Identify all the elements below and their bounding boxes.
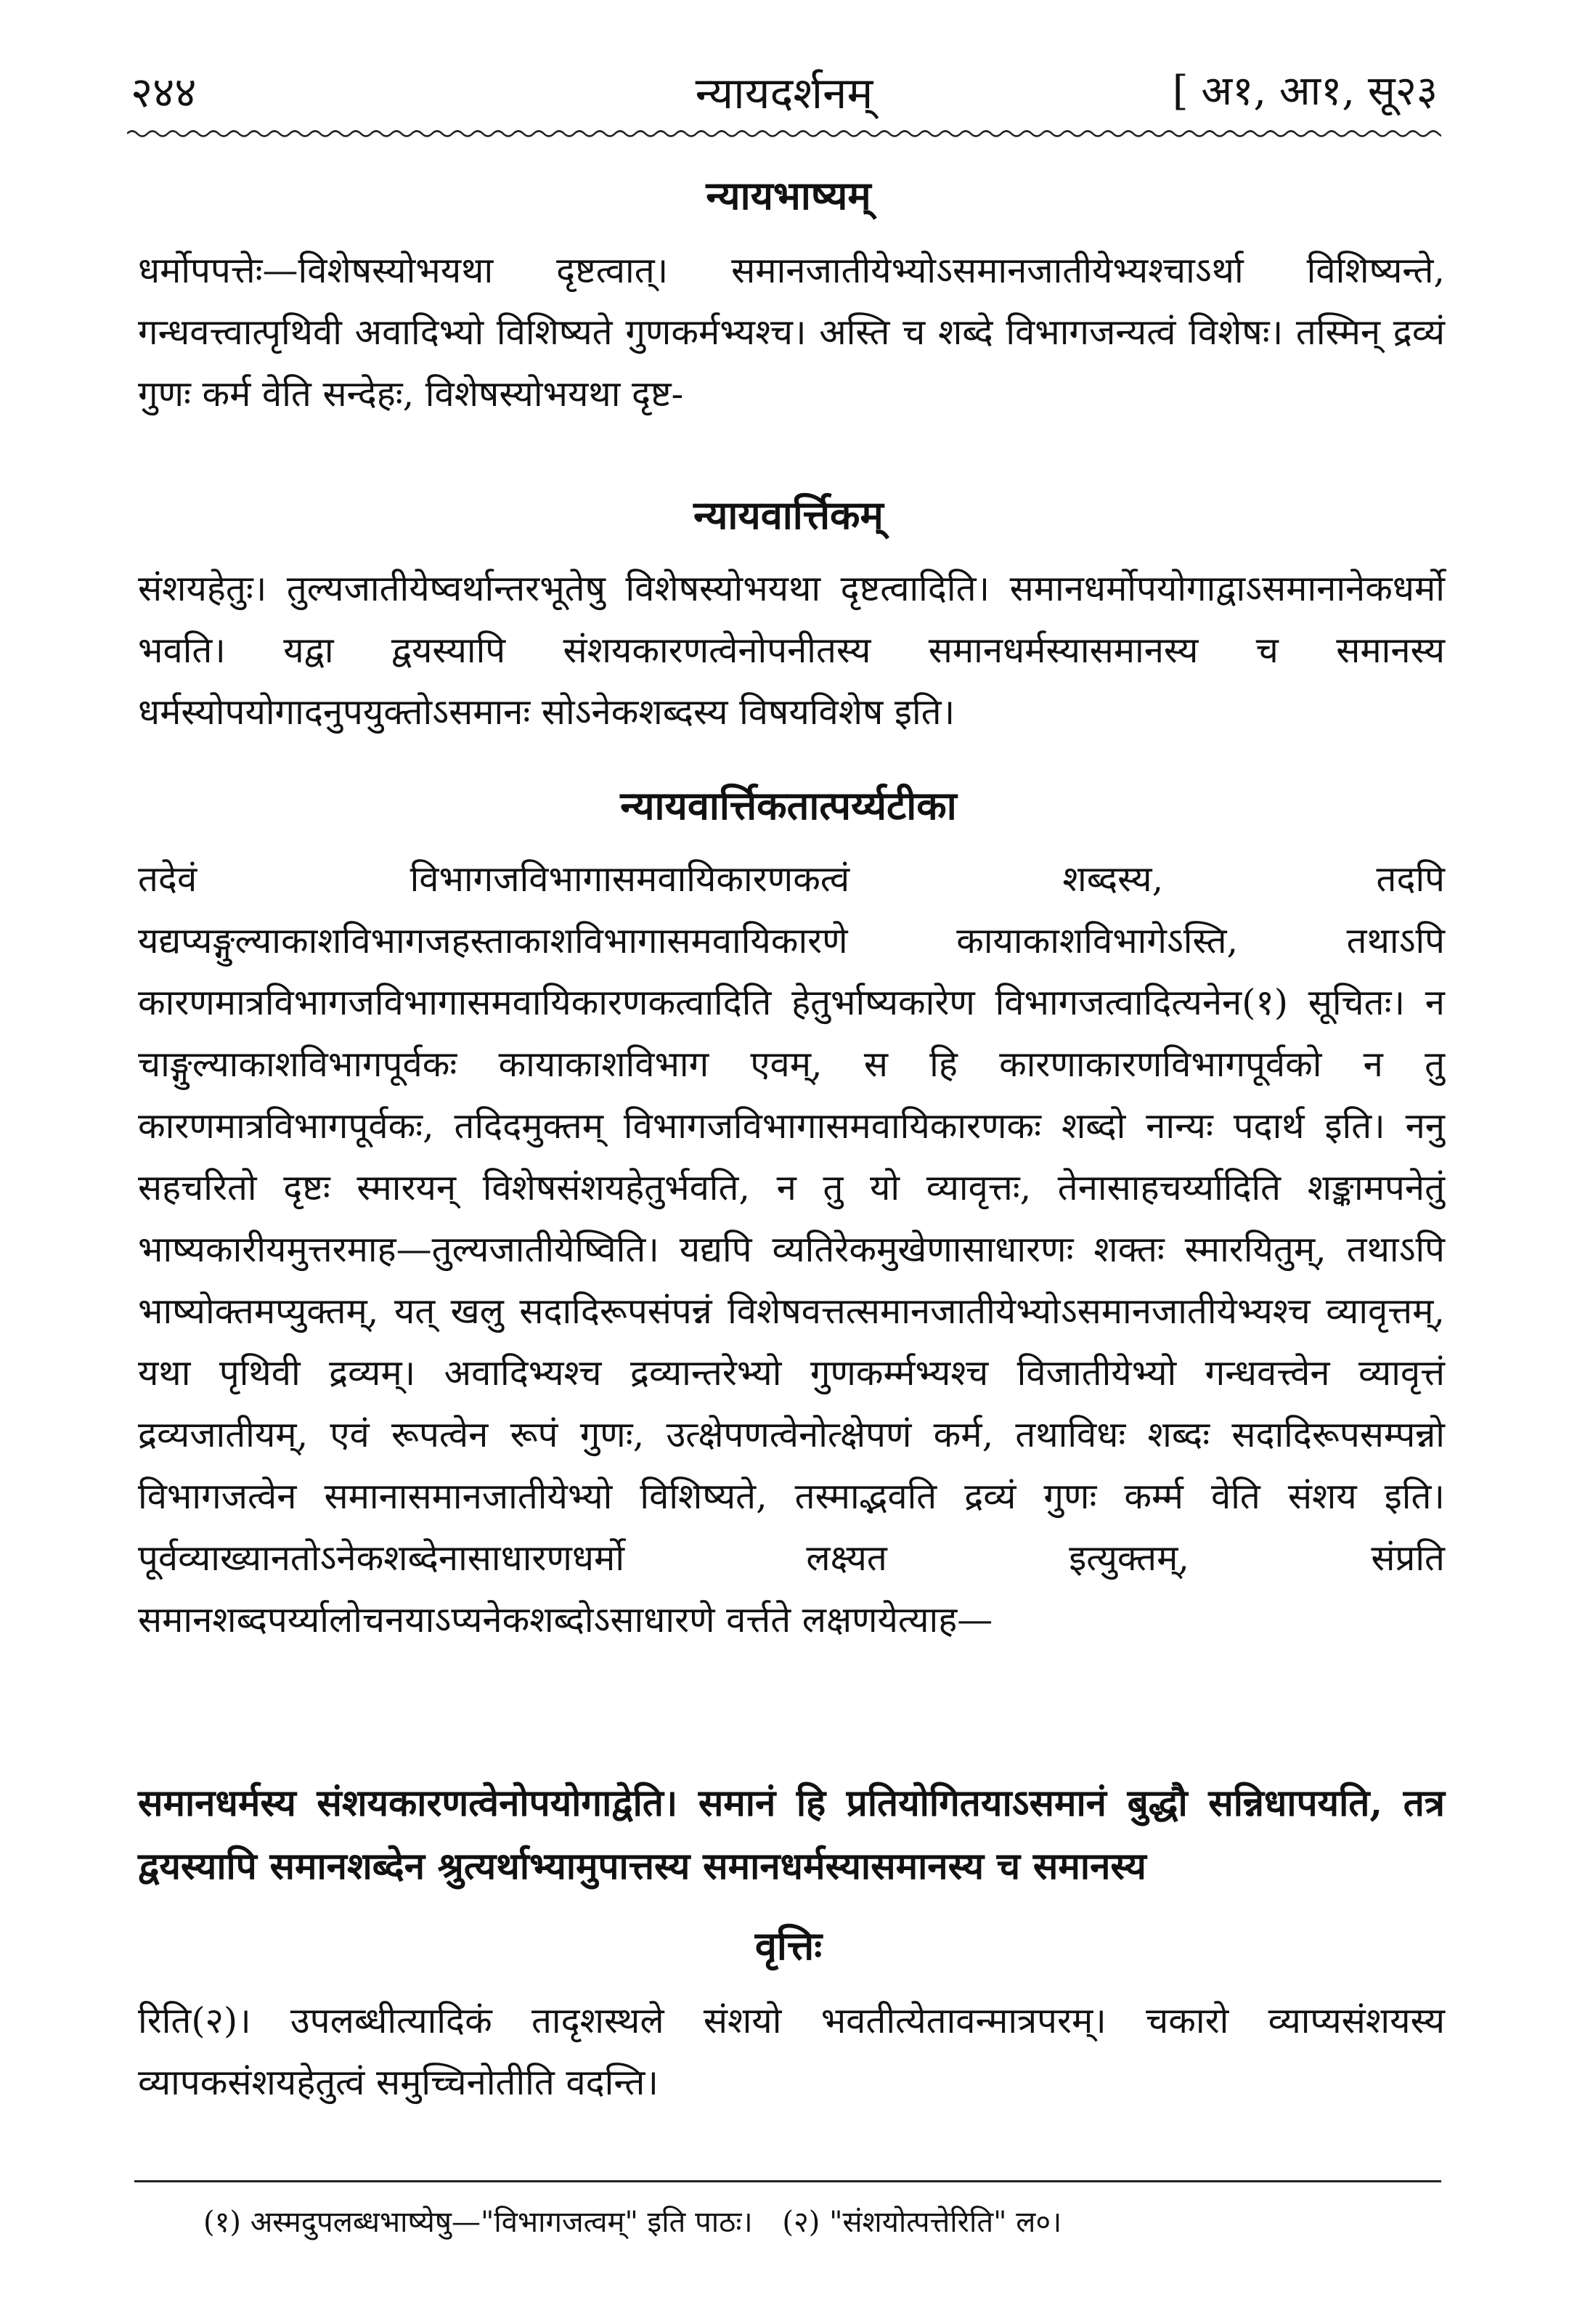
heading-nyaya-varttika: न्यायवार्त्तिकम् xyxy=(693,492,884,538)
text-tatparya-tika: तदेवं विभागजविभागासमवायिकारणकत्वं शब्दस्य, तदपि यद्यप्यङ्गुल्याकाशविभागजहस्ताकाशविभागासमवायिकारणे कायाकाशविभागेऽस्ति, तथाऽपि कारणमात्रविभागजविभागासमवायिकारणकत्वादिति हेतुर्भाष्यकारेण विभागजत्वादित्यनेन(१) सूचितः। न चाङ्गुल्याकाशविभागपूर्वकः कायाकाशविभाग एवम्, स हि कारणाकारणविभागपूर्वको न तु कारणमात्रविभागपूर्वकः, तदिदमुक्तम् विभागजविभागासमवायिकारणकः शब्दो नान्यः पदार्थ इति। ननु सहचरितो दृष्टः स्मारयन् विशेषसंशयहेतुर्भवति, न तु यो व्यावृत्तः, तेनासाहचर्य्यादिति शङ्कामपनेतुं भाष्यकारीयमुत्तरमाह—तुल्यजातीयेष्विति। यद्यपि व्यतिरेकमुखेणासाधारणः शक्तः स्मारयितुम्, तथाऽपि भाष्योक्तमप्युक्तम्, यत् खलु सदादिरूपसंपन्नं विशेषवत्तत्समानजातीयेभ्योऽसमानजातीयेभ्यश्च व्यावृत्तम्, यथा पृथिवी द्रव्यम्। अवादिभ्यश्च द्रव्यान्तरेभ्यो गुणकर्म्मभ्यश्च विजातीयेभ्यो गन्धवत्त्वेन व्यावृत्तं द्रव्यजातीयम्, एवं रूपत्वेन रूपं गुणः, उत्क्षेपणत्वेनोत्क्षेपणं कर्म, तथाविधः शब्दः सदादिरूपसम्पन्नो विभागजत्वेन समानासमानजातीयेभ्यो विशिष्यते, तस्माद्भवति द्रव्यं गुणः कर्म्म वेति संशय इति। पूर्वव्याख्यानतोऽनेकशब्देनासाधारणधर्मो लक्ष्यत इत्युक्तम्, संप्रति समानशब्दपर्य्यालोचनयाऽप्यनेकशब्दोऽसाधारणे वर्त्तते लक्षणयेत्याह— xyxy=(138,858,1445,1641)
footnotes xyxy=(203,2201,1401,2244)
heading-nyaya-bhashya: न्यायभाष्यम् xyxy=(706,172,871,219)
page-number: २४४ xyxy=(131,68,197,117)
text-nyaya-varttika: संशयहेतुः। तुल्यजातीयेष्वर्थान्तरभूतेषु विशेषस्योभयथा दृष्टत्वादिति। समानधर्मोपयोगाद्वाऽसमानानेकधर्मो भवति। यद्वा द्वयस्यापि संशयकारणत्वेनोपनीतस्य समानधर्मस्यासमानस्य च समानस्य धर्मस्योपयोगादनुपयुक्तोऽसमानः सोऽनेकशब्दस्य विषयविशेष इति। xyxy=(138,568,1445,733)
running-title: न्यायदर्शनम् xyxy=(695,68,873,119)
heading-vritti: वृत्तिः xyxy=(754,1922,823,1969)
page-header xyxy=(131,62,1438,120)
wavy-rule xyxy=(127,127,1441,140)
text-nyaya-bhashya: धर्मोपपत्तेः—विशेषस्योभयथा दृष्टत्वात्। समानजातीयेभ्योऽसमानजातीयेभ्यश्चाऽर्था विशिष्यन्ते, गन्धवत्त्वात्पृथिवी अवादिभ्यो विशिष्यते गुणकर्मभ्यश्च। अस्ति च शब्दे विभागजन्यत्वं विशेषः। तस्मिन् द्रव्यं गुणः कर्म वेति सन्देहः, विशेषस्योभयथा दृष्ट- xyxy=(138,250,1445,415)
text-tatparya-tika-bold: समानधर्मस्य संशयकारणत्वेनोपयोगाद्वेति। समानं हि प्रतियोगितयाऽसमानं बुद्धौ सन्निधापयति, तत्र द्वयस्यापि समानशब्देन श्रुत्यर्थाभ्यामुपात्तस्य समानधर्मस्यासमानस्य च समानस्य xyxy=(138,1781,1445,1888)
footnote-rule xyxy=(134,2180,1441,2182)
text-vritti: रिति(२)। उपलब्धीत्यादिकं तादृशस्थले संशयो भवतीत्येतावन्मात्रपरम्। चकारो व्याप्यसंशयस्य व्यापकसंशयहेतुत्वं समुच्चिनोतीति वदन्ति। xyxy=(138,2000,1445,2103)
section-reference: [ अ१, आ१, सू२३ xyxy=(1172,68,1438,115)
footnote-1: (१) अस्मदुपलब्धभाष्येषु—"विभागजत्वम्" इति पाठः। xyxy=(203,2206,753,2239)
footnote-2: (२) "संशयोत्पत्तेरिति" ल०। xyxy=(782,2206,1062,2239)
heading-tatparya-tika: न्यायवार्त्तिकतात्पर्य्यटीका xyxy=(620,782,957,829)
